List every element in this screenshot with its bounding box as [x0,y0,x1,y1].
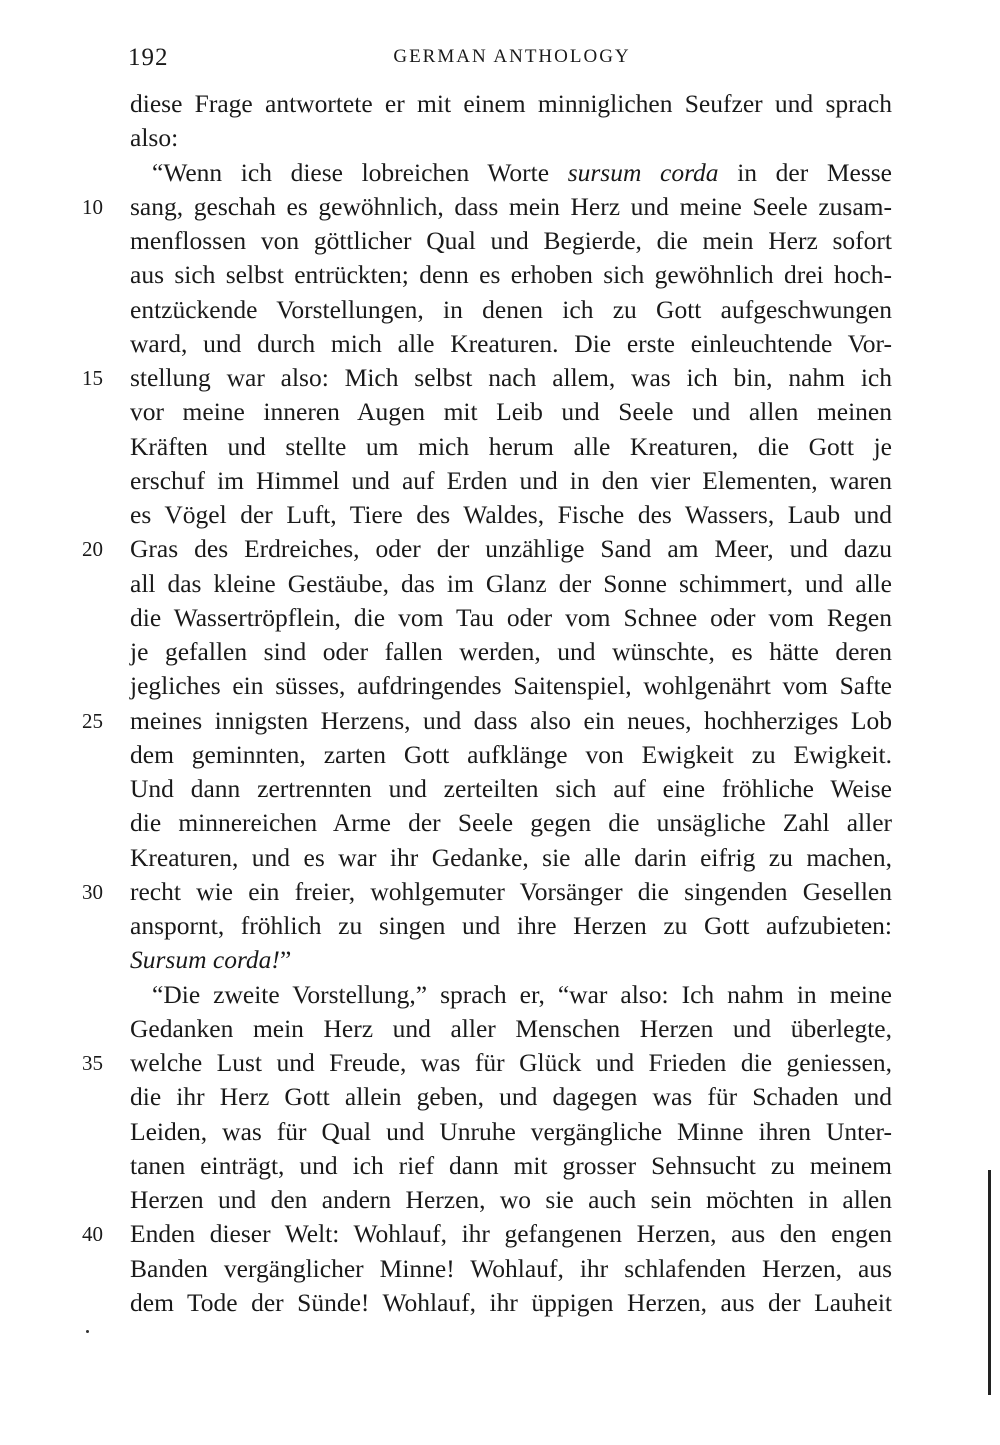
text-line [130,841,892,875]
text-line [130,224,892,258]
text-line [130,395,892,429]
text-segment: menflossen von göttlicher Qual und Begierde, die mein Herz sofort [130,226,892,255]
text-segment: stellung war also: Mich selbst nach allem, was ich bin, nahm ich [130,363,892,392]
line-number: 40 [82,1222,103,1247]
text-segment: vor meine inneren Augen mit Leib und Seele und allen meinen [130,397,892,427]
text-segment: tanen einträgt, und ich rief dann mit grosser Sehnsucht zu meinem [130,1150,892,1180]
text-segment: Leiden, was für Qual und Unruhe vergängliche Minne ihren Unter- [130,1116,892,1146]
text-segment: sang, geschah es gewöhnlich, dass mein Herz und meine Seele zusam- [130,191,892,221]
text-line [130,464,892,498]
text-segment: es Vögel der Luft, Tiere des Waldes, Fische des Wassers, Laub und [130,500,892,529]
text-segment: Und dann zertrennten und zerteilten sich auf eine fröhliche Weise [130,774,892,803]
text-line [130,327,892,361]
text-segment: ” [279,945,292,975]
margin-rule [988,1170,991,1395]
text-segment: dem geminnten, zarten Gott aufklänge von Ewigkeit zu Ewigkeit. [130,739,892,769]
text-segment: aus sich selbst entrückten; denn es erhoben sich gewöhnlich drei hoch- [130,260,892,290]
text-segment: diese Frage antwortete er mit einem minniglichen Seufzer und sprach [130,89,892,118]
text-line [130,361,892,395]
text-line [130,601,892,635]
text-line [130,772,892,806]
text-segment: all das kleine Gestäube, das im Glanz der Sonne schimmert, und alle [130,568,892,598]
line-number: 35 [82,1051,103,1075]
italic-text: Sursum corda! [130,945,280,975]
text-segment: welche Lust und Freude, was für Glück und Frieden die geniessen, [130,1048,892,1077]
text-line [130,1012,892,1046]
line-number: 20 [82,537,103,562]
text-line [130,704,892,738]
text-line [130,635,892,669]
text-segment: erschuf im Himmel und auf Erden und in den vier Elementen, waren [130,465,892,495]
text-segment: Kräften und stellte um mich herum alle Kreaturen, die Gott je [130,431,892,461]
text-segment: “Die zweite Vorstellung,” sprach er, “war also: Ich nahm in meine [152,979,892,1009]
text-line [130,1046,892,1080]
text-segment: Banden vergänglicher Minne! Wohlauf, ihr schlafenden Herzen, aus [130,1253,892,1283]
text-line [130,1149,892,1183]
text-line [130,1252,892,1286]
text-line [130,806,892,840]
text-line [130,943,892,977]
text-segment: die Wassertröpflein, die vom Tau oder vom Schnee oder vom Regen [130,602,892,632]
text-line [130,1115,892,1149]
text-segment: Kreaturen, und es war ihr Gedanke, sie alle darin eifrig zu machen, [130,842,892,872]
text-line [130,875,892,909]
text-segment: ward, und durch mich alle Kreaturen. Die erste einleuchtende Vor- [130,328,892,358]
text-line [130,87,892,121]
text-segment: Gras des Erdreiches, oder der unzählige Sand am Meer, und dazu [130,534,892,564]
line-number: 15 [82,366,103,390]
text-segment: Herzen und den andern Herzen, wo sie auch sein möchten in allen [130,1185,892,1214]
italic-text: sursum corda [567,157,719,187]
text-line [152,978,892,1012]
page-number: 192 [128,44,169,71]
text-segment: dem Tode der Sünde! Wohlauf, ihr üppigen Herzen, aus der Lauheit [130,1287,892,1317]
text-line [130,669,892,703]
text-line [130,430,892,464]
line-number: 25 [82,708,103,733]
text-line [130,498,892,532]
text-segment: Enden dieser Welt: Wohlauf, ihr gefangenen Herzen, aus den engen [130,1219,892,1249]
text-line [130,567,892,601]
text-line [130,293,892,327]
text-segment: jegliches ein süsses, aufdringendes Saitenspiel, wohlgenährt vom Safte [130,671,892,701]
text-line [152,156,892,190]
text-line [130,532,892,566]
margin-mark [86,1330,89,1333]
text-line [130,1286,892,1320]
text-line [130,258,892,292]
text-segment: also: [130,123,179,153]
text-segment: anspornt, fröhlich zu singen und ihre Herzen zu Gott aufzubieten: [130,911,892,940]
text-line [130,738,892,772]
text-line [130,1080,892,1114]
text-line [130,1217,892,1251]
text-line [130,1183,892,1217]
text-segment: meines innigsten Herzens, und dass also ein neues, hochherziges Lob [130,705,892,735]
line-number: 30 [82,879,103,904]
text-line [130,909,892,943]
text-line [130,121,892,155]
text-segment: Gedanken mein Herz und aller Menschen Herzen und überlegte, [130,1013,892,1043]
page-header [128,44,896,74]
text-segment: die ihr Herz Gott allein geben, und dagegen was für Schaden und [130,1082,892,1112]
line-number: 10 [82,194,103,219]
text-segment: in der Messe [718,157,892,187]
text-line [130,190,892,224]
text-segment: je gefallen sind oder fallen werden, und wünschte, es hätte deren [130,637,892,666]
text-segment: “Wenn ich diese lobreichen Worte [152,157,568,187]
running-title: GERMAN ANTHOLOGY [393,46,631,67]
text-segment: recht wie ein freier, wohlgemuter Vorsänger die singenden Gesellen [130,876,892,906]
text-segment: die minnereichen Arme der Seele gegen die unsägliche Zahl aller [130,808,892,838]
text-segment: entzückende Vorstellungen, in denen ich zu Gott aufgeschwungen [130,294,892,324]
